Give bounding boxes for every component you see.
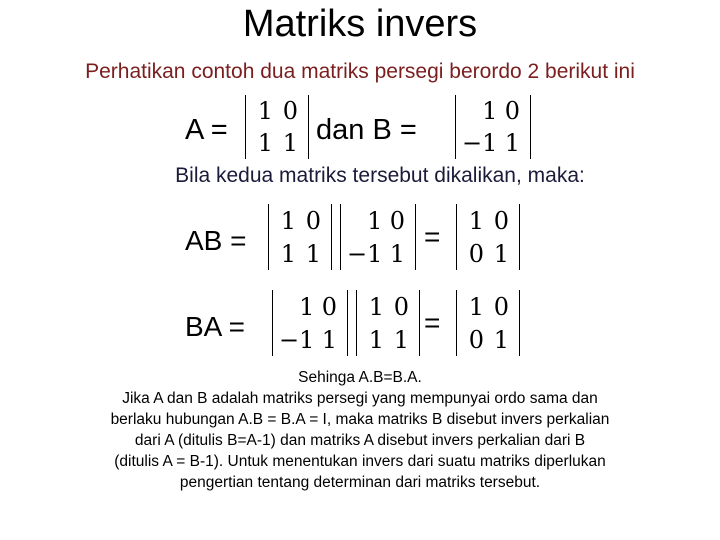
matrix-cell: 1: [367, 206, 383, 235]
matrix-cell: 1: [282, 129, 298, 157]
matrix-a: [245, 95, 309, 159]
matrix-cell: 0: [321, 292, 337, 321]
matrix-cell: 1: [321, 325, 337, 354]
matrix-cell: 0: [468, 325, 484, 354]
conclusion-line: Sehinga A.B=B.A.: [298, 369, 422, 386]
matrix-cell: −1: [347, 239, 383, 268]
conclusion-line: berlaku hubungan A.B = B.A = I, maka matriks B disebut invers perkalian: [110, 411, 610, 428]
page-title: Matriks invers: [242, 3, 478, 45]
matrix-cell: 1: [468, 206, 484, 235]
label-dan-b: dan B =: [316, 114, 417, 146]
matrix-cell: 1: [482, 97, 498, 125]
matrix-cell: 1: [368, 292, 384, 321]
equals-sign: =: [424, 307, 441, 338]
matrix-cell: 1: [493, 239, 509, 268]
matrix-ab-left: [268, 204, 332, 270]
matrix-cell: 1: [257, 97, 273, 125]
matrix-cell: 1: [493, 325, 509, 354]
matrix-cell: 1: [280, 239, 296, 268]
conclusion-line: dari A (ditulis B=A-1) dan matriks A disebut invers perkalian dari B: [134, 432, 586, 449]
conclusion-line: (ditulis A = B-1). Untuk menentukan invers dari suatu matriks diperlukan: [114, 453, 606, 470]
matrix-cell: 0: [493, 292, 509, 321]
matrix-cell: 0: [282, 97, 298, 125]
matrix-ba-right: [356, 290, 420, 356]
conclusion-paragraph: [60, 367, 660, 493]
matrix-ab-result: [456, 204, 520, 270]
matrix-cell: 1: [389, 239, 405, 268]
matrix-cell: 0: [493, 206, 509, 235]
middle-text: Bila kedua matriks tersebut dikalikan, maka:: [175, 164, 585, 187]
matrix-cell: 1: [368, 325, 384, 354]
intro-text: Perhatikan contoh dua matriks persegi berordo 2 berikut ini: [85, 60, 635, 83]
matrix-cell: 0: [305, 206, 321, 235]
matrix-ba-left: [272, 290, 348, 356]
label-a: A =: [185, 114, 228, 146]
matrix-cell: 1: [305, 239, 321, 268]
matrix-cell: −1: [279, 325, 315, 354]
label-ba: BA =: [185, 311, 245, 342]
matrix-cell: 0: [504, 97, 520, 125]
matrix-cell: 1: [393, 325, 409, 354]
matrix-cell: 1: [468, 292, 484, 321]
matrix-cell: 1: [257, 129, 273, 157]
conclusion-line: pengertian tentang determinan dari matriks tersebut.: [179, 474, 541, 491]
matrix-cell: 1: [504, 129, 520, 157]
equals-sign: =: [424, 221, 441, 252]
matrix-ab-right: [340, 204, 416, 270]
matrix-cell: 1: [299, 292, 315, 321]
matrix-cell: 0: [468, 239, 484, 268]
matrix-b: [455, 95, 531, 159]
matrix-ba-result: [456, 290, 520, 356]
matrix-cell: 0: [389, 206, 405, 235]
conclusion-line: Jika A dan B adalah matriks persegi yang mempunyai ordo sama dan: [122, 390, 598, 407]
matrix-cell: 0: [393, 292, 409, 321]
label-ab: AB =: [185, 225, 247, 256]
matrix-cell: −1: [462, 129, 498, 157]
matrix-cell: 1: [280, 206, 296, 235]
